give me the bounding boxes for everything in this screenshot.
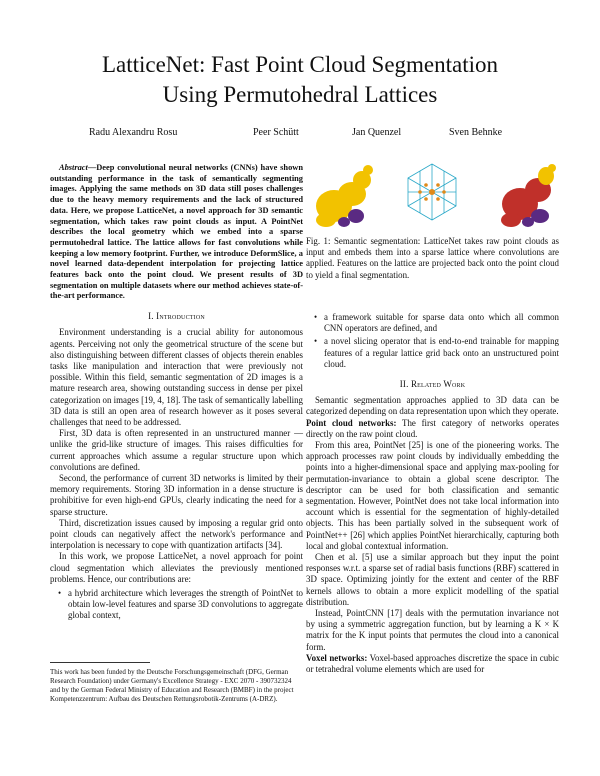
intro-paragraph-4: Third, discretization issues caused by imposing a regular grid onto point clouds can negatively affect the network's performance and interpolation is necessary to cope with quantization artifacts [34].: [50, 517, 303, 551]
point-cloud-networks-paragraph: [306, 418, 559, 440]
intro-paragraph-1: Environment understanding is a crucial ability for autonomous agents. Perceiving not only the geometrical structure of the scene but also distinguishing between different classes of objects therein enables tasks like manipulation and interaction that were previously not possible. Within this field, semantic segmentation of 2D images is a mature research area, showing outstanding success in dense per pixel categorization on images [19, 4, 18]. The task of semantically labelling 3D data is still an open area of research however as it poses several challenges that need to be addressed.: [50, 327, 303, 427]
left-column: [50, 163, 303, 625]
figure-1-caption: Fig. 1: Semantic segmentation: LatticeNet takes raw point clouds as input and embeds them into a sparse lattice where convolutions are applied. Features on the lattice are projected back onto the point cloud to yield a final segmentation.: [306, 236, 559, 280]
paper-title: [0, 50, 600, 110]
title-line-2: Using Permutohedral Lattices: [162, 82, 438, 107]
contribution-item-1: • a hybrid architecture which leverages the strength of PointNet to obtain low-level features and sparse 3D convolutions to aggregate global context,: [68, 588, 303, 622]
abstract: [50, 163, 303, 302]
related-paragraph-1: Semantic segmentation approaches applied to 3D data can be categorized depending on data representation upon which they operate.: [306, 395, 559, 417]
author-3: Jan Quenzel: [352, 127, 402, 138]
title-line-1: LatticeNet: Fast Point Cloud Segmentation: [101, 52, 499, 77]
section-heading-related-work: II. Related Work: [399, 379, 466, 390]
contribution-list: [50, 588, 303, 622]
author-list: [0, 127, 600, 141]
right-column: [306, 312, 559, 675]
author-1: Radu Alexandru Rosu: [89, 127, 178, 138]
abstract-text: —Deep convolutional neural networks (CNNs) have shown outstanding performance in the task of semantically segmenting images. Applying the same methods on 3D data still poses challenges due to the heavy memory requirements and the lack of structured data. Here, we propose LatticeNet, a novel approach for 3D semantic segmentation, which takes raw point clouds as input. A PointNet describes the local geometry which we embed into a sparse permutohedral lattice. The lattice allows for fast convolutions while keeping a low memory footprint. Further, we introduce DeformSlice, a novel learned data-dependent interpolation for projecting lattice features back onto the point cloud. We present results of 3D segmentation on multiple datasets where our method achieves state-of-the-art performance.: [50, 163, 303, 301]
author-4: Sven Behnke: [449, 127, 503, 138]
voxel-networks-label: Voxel networks:: [306, 652, 368, 663]
section-heading-introduction: I. Introduction: [148, 311, 205, 322]
footnote-rule: [50, 662, 150, 663]
point-cloud-networks-text: The first category of networks operates directly on the raw point cloud.: [306, 417, 559, 439]
related-paragraph-4: Instead, PointCNN [17] deals with the permutation invariance not by using a symmetric aggregation function, but by learning a K × K matrix for the K input points that permutes the cloud into a canonical form.: [306, 608, 559, 652]
contribution-list-continued: [306, 312, 559, 370]
related-paragraph-2: From this area, PointNet [25] is one of the pioneering works. The approach processes raw point clouds by individually embedding the points into a higher-dimensional space and applying max-pooling for permutation-invariance to obtain a global scene descriptor. The descriptor can be used for both classification and semantic segmentation. However, PointNet does not take local information into account which is essential for the segmentation of highly-detailed objects. This has been partially solved in the subsequent work of PointNet++ [26] which applies PointNet hierarchically, capturing both local and global contextual information.: [306, 440, 559, 551]
segmented-point-cloud: [501, 164, 556, 227]
permutohedral-lattice: [408, 164, 456, 220]
author-2: Peer Schütt: [253, 127, 299, 138]
intro-paragraph-2: First, 3D data is often represented in an unstructured manner — unlike the grid-like structure of images. This raises difficulties for current approaches which assume a regular structure upon which convolutions are defined.: [50, 428, 303, 472]
point-cloud-networks-label: Point cloud networks:: [306, 417, 397, 428]
voxel-networks-text: Voxel-based approaches discretize the space in cubic or tetrahedral volume elements which are used for: [306, 652, 559, 675]
voxel-networks-paragraph: [306, 653, 559, 675]
intro-paragraph-5: In this work, we propose LatticeNet, a novel approach for point cloud segmentation which alleviates the previously mentioned problems. Hence, our contributions are:: [50, 551, 303, 584]
intro-paragraph-3: Second, the performance of current 3D networks is limited by their memory requirements. Storing 3D information in a dense structure is prohibitive for even high-end GPUs, clearly indicating the need for a sparse structure.: [50, 472, 303, 517]
input-point-cloud: [316, 165, 373, 227]
related-paragraph-3: Chen et al. [5] use a similar approach but they input the point responses w.r.t. a sparse set of radial basis functions (RBF) scattered in 3D space. Optimizing jointly for the extent and center of the RBF kernels allows to obtain a more explicit modelling of the spatial distribution.: [306, 552, 559, 607]
contribution-item-2: • a framework suitable for sparse data onto which all common CNN operators are defined, and: [324, 312, 559, 334]
contribution-item-3: • a novel slicing operator that is end-to-end trainable for mapping features of a regular lattice grid back onto an unstructured point cloud.: [324, 336, 559, 370]
figure-1: [306, 160, 559, 230]
abstract-label: Abstract: [59, 163, 88, 172]
footnote: This work has been funded by the Deutsche Forschungsgemeinschaft (DFG, German Research Foundation) under Germany's Excellence Strategy - EXC 2070 - 390732324 and by the German Federal Ministry of Education and Research (BMBF) in the project Kompetenzzentrum: Aufbau des Deutschen Rettungsrobotik-Zentrums (A-DRZ).: [50, 668, 294, 703]
